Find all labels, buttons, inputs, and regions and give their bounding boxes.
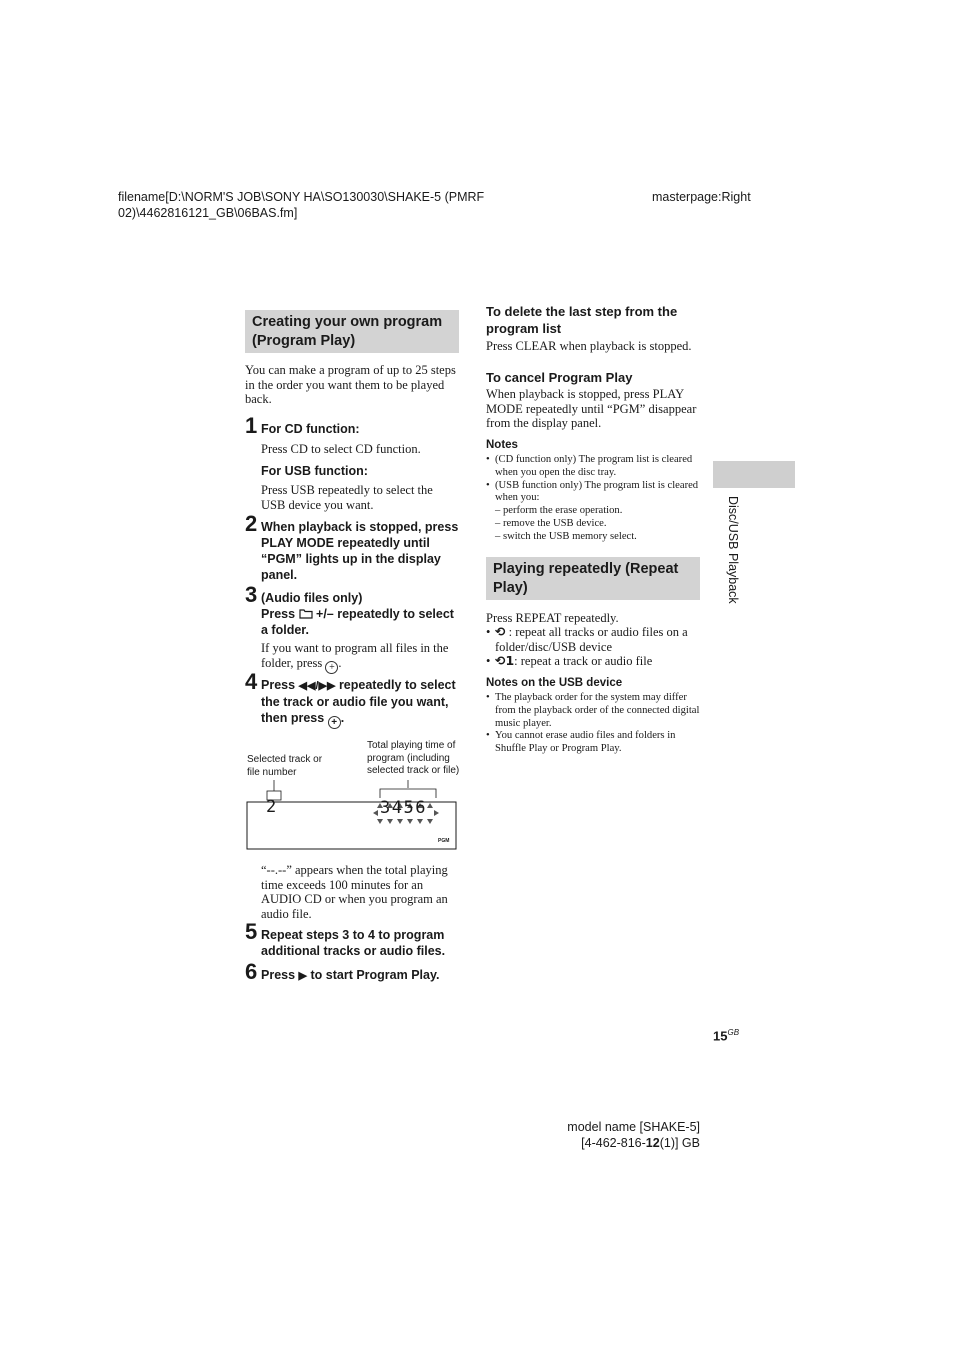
step-4-rest: repeatedly to select the track or audio file you want, then press xyxy=(261,678,456,725)
intro-text: You can make a program of up to 25 steps in the order you want them to be played back. xyxy=(245,363,456,407)
step-3-note-end: . xyxy=(338,655,342,670)
step-3-note-text: If you want to program all files in the folder, press xyxy=(261,641,449,670)
section-title-repeat-play: Playing repeatedly (Repeat Play) xyxy=(486,557,700,600)
figure-label-time: Total playing time of program (including selected track or file) xyxy=(367,740,460,776)
lcd-total-time: 3456 xyxy=(380,798,427,818)
step-3-note xyxy=(261,641,461,674)
step-6-text xyxy=(261,967,466,984)
page-number-suffix: GB xyxy=(727,1028,740,1037)
step-3-text xyxy=(261,590,461,638)
step-number-3: 3 xyxy=(245,582,258,607)
folder-icon xyxy=(299,608,313,619)
figure-label-track: Selected track or file number xyxy=(247,754,323,778)
usb-note-item: • You cannot erase audio files and folders in Shuffle Play or Program Play. xyxy=(486,730,701,756)
step-2-text: When playback is stopped, press PLAY MODE repeatedly until “PGM” lights up in the display panel. xyxy=(261,520,459,582)
side-tab-label: Disc/USB Playback xyxy=(726,496,740,604)
lcd-track-number: 2 xyxy=(266,797,278,817)
notes-list xyxy=(486,454,701,544)
note-subitem: – perform the erase operation. xyxy=(495,505,623,517)
step-4-text xyxy=(261,677,461,729)
usb-function-text: Press USB repeatedly to select the USB device you want. xyxy=(261,483,433,512)
lcd-pgm-indicator: PGM xyxy=(438,838,450,844)
page-number-value: 15 xyxy=(713,1028,728,1044)
repeat-all-text: : repeat all tracks or audio files on a folder/disc/USB device xyxy=(495,625,688,654)
repeat-list xyxy=(486,625,701,669)
note-subitem: – remove the USB device. xyxy=(495,517,607,529)
play-icon: ▶ xyxy=(298,970,308,982)
repeat-one-text: : repeat a track or audio file xyxy=(514,654,653,669)
step-3-press: Press xyxy=(261,607,296,621)
header-masterpage: masterpage:Right xyxy=(652,190,751,204)
enter-button-icon: + xyxy=(325,661,338,674)
notes-heading: Notes xyxy=(486,439,518,451)
step-5-text: Repeat steps 3 to 4 to program additional tracks or audio files. xyxy=(261,928,446,958)
step-3-line1: (Audio files only) xyxy=(261,591,363,605)
usb-notes-heading: Notes on the USB device xyxy=(486,677,623,689)
step-number-1: 1 xyxy=(245,413,258,438)
usb-function-heading: For USB function: xyxy=(261,464,368,478)
cancel-program-heading: To cancel Program Play xyxy=(486,370,633,385)
after-figure-note: “--.--” appears when the total playing time exceeds 100 minutes for an AUDIO CD or when you program an audio file. xyxy=(261,863,448,921)
usb-notes-list xyxy=(486,692,701,756)
repeat-one-icon: ⟲1 xyxy=(495,653,515,669)
section-title-program-play: Creating your own program (Program Play) xyxy=(245,310,459,353)
step-4-end: . xyxy=(340,711,345,725)
step-number-2: 2 xyxy=(245,511,258,536)
cd-function-text: Press CD to select CD function. xyxy=(261,442,421,456)
repeat-item-all xyxy=(486,625,701,654)
repeat-all-icon: ⟲ xyxy=(495,624,506,639)
step-number-6: 6 xyxy=(245,959,258,984)
note-item: • (USB function only) The program list is cleared when you: xyxy=(486,480,701,506)
step-6-rest: to start Program Play. xyxy=(310,968,440,982)
step-number-4: 4 xyxy=(245,669,258,694)
usb-note-item: • The playback order for the system may differ from the playback order of the connected digital music player. xyxy=(486,692,701,730)
display-panel-figure xyxy=(246,780,460,852)
step-6-press: Press xyxy=(261,968,296,982)
step-number-5: 5 xyxy=(245,919,258,944)
delete-step-heading: To delete the last step from the program list xyxy=(486,304,678,336)
side-tab-label-wrap xyxy=(725,496,741,626)
delete-step-text: Press CLEAR when playback is stopped. xyxy=(486,339,692,353)
footer-code-bold: 12 xyxy=(645,1136,660,1150)
note-item: • (CD function only) The program list is cleared when you open the disc tray. xyxy=(486,454,701,480)
page-number xyxy=(713,1025,739,1044)
footer-code-post: (1)] GB xyxy=(659,1136,700,1150)
side-tab-marker xyxy=(713,461,795,488)
cd-function-heading: For CD function: xyxy=(261,422,360,436)
step-4-press: Press xyxy=(261,678,296,692)
repeat-intro: Press REPEAT repeatedly. xyxy=(486,611,619,625)
skip-back-forward-icon: ◀◀/▶▶ xyxy=(298,680,336,692)
footer-code xyxy=(500,1135,700,1151)
repeat-item-one xyxy=(486,654,701,669)
cancel-program-text: When playback is stopped, press PLAY MODE repeatedly until “PGM” disappear from the display panel. xyxy=(486,387,697,431)
header-filename: filename[D:\NORM'S JOB\SONY HA\SO130030\SHAKE-5 (PMRF 02)\4462816121_GB\06BAS.fm] xyxy=(118,190,485,220)
enter-button-icon: + xyxy=(328,716,341,729)
note-subitem: – switch the USB memory select. xyxy=(495,530,637,542)
step-3-rest: +/– repeatedly to select a folder. xyxy=(261,607,454,637)
footer-code-pre: [4-462-816- xyxy=(581,1136,646,1150)
footer-model: model name [SHAKE-5] xyxy=(567,1120,700,1134)
